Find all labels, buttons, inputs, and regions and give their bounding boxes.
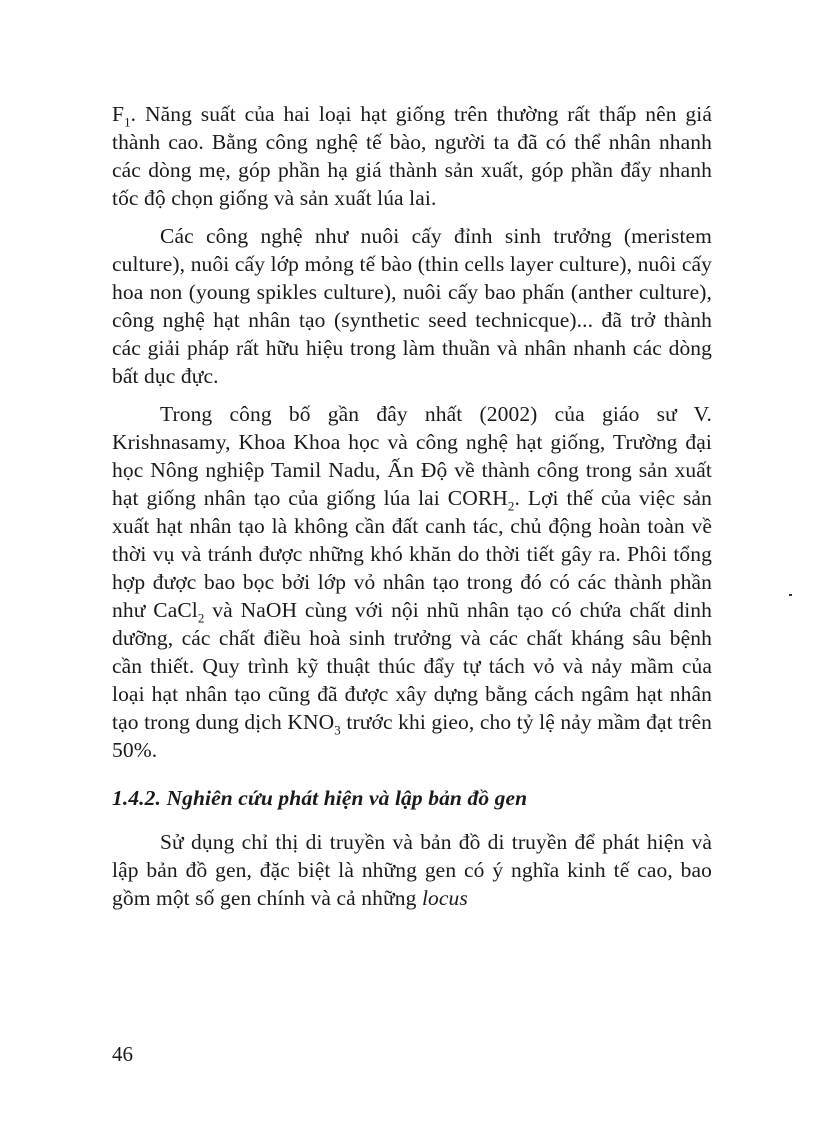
paragraph-2: [112, 222, 712, 390]
paragraph-1: [112, 100, 712, 212]
section-title: Nghiên cứu phát hiện và lập bản đồ gen: [166, 786, 528, 810]
italic-term: locus: [421, 886, 468, 910]
text-segment: Các công nghệ như nuôi cấy đỉnh sinh trưởng (meristem culture), nuôi cấy lớp mỏng tế bào (thin cells layer culture), nuôi cấy hoa non (young spikles culture), nuôi cấy bao phấn (anther culture), công nghệ hạt nhân tạo (synthetic seed technicque)... đã trở thành các giải pháp rất hữu hiệu trong làm thuần và nhân nhanh các dòng bất dục đực.: [112, 224, 712, 388]
scan-speck: [789, 594, 792, 596]
subscript: 1: [124, 114, 131, 130]
subscript: 2: [507, 498, 515, 514]
text-segment: F: [112, 102, 125, 126]
section-number: 1.4.2.: [112, 786, 161, 810]
text-segment: Trong công bố gần đây nhất (2002) của giáo sư V. Krishnasamy, Khoa Khoa học và công nghệ hạt giống, Trường đại học Nông nghiệp Tamil Nadu, Ấn Độ về thành công trong sản xuất hạt giống nhân tạo của giống lúa lai CORH: [112, 402, 712, 510]
section-heading: [112, 784, 712, 812]
page-number: 46: [112, 1042, 133, 1066]
subscript: 2: [197, 610, 205, 626]
text-segment: và NaOH cùng với nội nhũ nhân tạo có chứa chất dinh dưỡng, các chất điều hoà sinh trưởng và các chất kháng sâu bệnh cần thiết. Quy trình kỹ thuật thúc đẩy tự tách vỏ và nảy mầm của loại hạt nhân tạo cũng đã được xây dựng bằng cách ngâm hạt nhân tạo trong dung dịch KNO: [112, 598, 712, 734]
text-segment: . Năng suất của hai loại hạt giống trên thường rất thấp nên giá thành cao. Bằng công nghệ tế bào, người ta đã có thể nhân nhanh các dòng mẹ, góp phần hạ giá thành sản xuất, góp phần đẩy nhanh tốc độ chọn giống và sản xuất lúa lai.: [112, 102, 712, 210]
paragraph-4: [112, 828, 712, 912]
text-segment: trước khi gieo, cho tỷ lệ nảy mầm đạt trên 50%.: [112, 710, 713, 762]
text-segment: . Lợi thế của việc sản xuất hạt nhân tạo là không cần đất canh tác, chủ động hoàn toàn về thời vụ và tránh được những khó khăn do thời tiết gây ra. Phôi tổng hợp được bao bọc bởi lớp vỏ nhân tạo trong đó có các thành phần như CaCl: [112, 486, 712, 622]
paragraph-3: [112, 400, 712, 764]
text-segment: Sử dụng chỉ thị di truyền và bản đồ di truyền để phát hiện và lập bản đồ gen, đặc biệt là những gen có ý nghĩa kinh tế cao, bao gồm một số gen chính và cả những: [112, 830, 712, 910]
page-body: [112, 100, 712, 912]
subscript: 3: [334, 722, 341, 738]
